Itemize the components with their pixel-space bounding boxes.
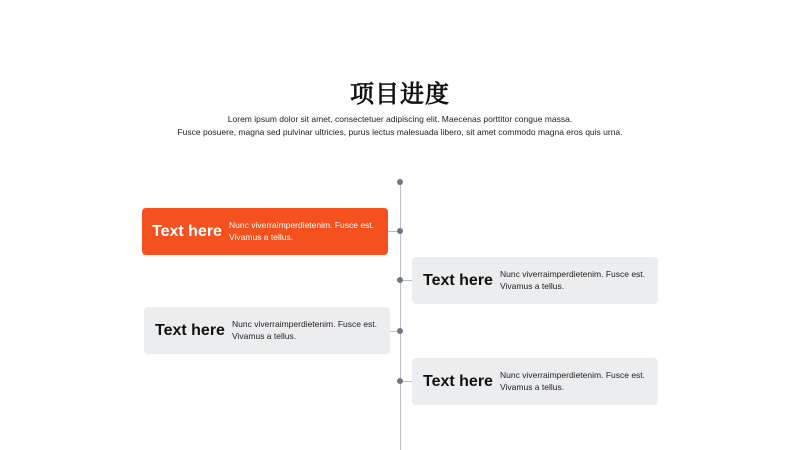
milestone-desc-1: Nunc viverraimperdietenim. Fusce est. Vivamus a tellus. <box>229 220 375 242</box>
timeline-dot-2 <box>397 277 403 283</box>
timeline-start-dot <box>397 179 403 185</box>
milestone-title-3: Text here <box>155 322 225 339</box>
timeline-dot-1 <box>397 228 403 234</box>
subtitle-line-2: Fusce posuere, magna sed pulvinar ultricies, purus lectus malesuada libero, sit amet commodo magna eros quis urna. <box>177 127 623 137</box>
milestone-title-4: Text here <box>423 373 493 390</box>
milestone-title-2: Text here <box>423 272 493 289</box>
milestone-desc-2: Nunc viverraimperdietenim. Fusce est. Vivamus a tellus. <box>500 269 646 291</box>
milestone-card-1[interactable] <box>142 208 388 255</box>
subtitle-line-1: Lorem ipsum dolor sit amet, consectetuer adipiscing elit. Maecenas porttitor congue massa. <box>227 114 573 124</box>
milestone-card-3[interactable] <box>144 307 390 354</box>
page-title: 项目进度 <box>350 80 450 108</box>
milestone-card-4[interactable] <box>412 358 658 405</box>
timeline-dot-4 <box>397 378 403 384</box>
milestone-desc-3: Nunc viverraimperdietenim. Fusce est. Vivamus a tellus. <box>232 319 378 341</box>
milestone-title-1: Text here <box>152 223 222 240</box>
milestone-desc-4: Nunc viverraimperdietenim. Fusce est. Vivamus a tellus. <box>500 370 646 392</box>
timeline-axis <box>400 182 401 450</box>
timeline-dot-3 <box>397 328 403 334</box>
milestone-card-2[interactable] <box>412 257 658 304</box>
